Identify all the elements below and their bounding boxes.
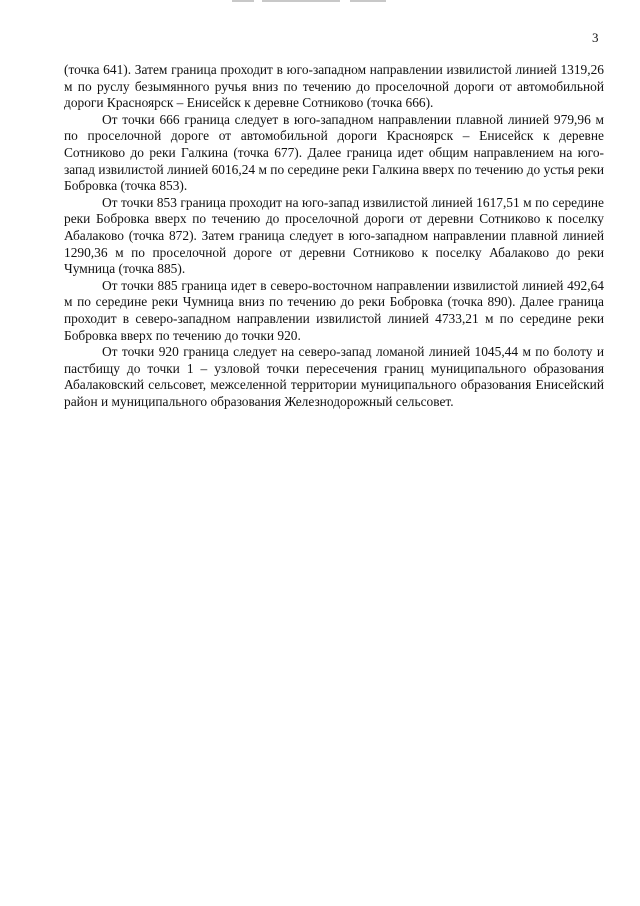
paragraph: От точки 885 граница идет в северо-восточном направлении извилистой линией 492,64 м по середине реки Чумница вниз по течению до реки Бобровка (точка 890). Далее граница проходит в северо-западном направлении извилистой линией 4733,21 м по середине реки Бобровка вверх по течению до точки 920. (64, 277, 604, 343)
document-body (64, 62, 604, 410)
scan-artifact-mark (232, 0, 254, 2)
scan-artifact-mark (350, 0, 386, 2)
paragraph-continuation: (точка 641). Затем граница проходит в юго-западном направлении извилистой линией 1319,26 м по руслу безымянного ручья вниз по течению до проселочной дороги от автомобильной дороги Красноярск – Енисейск к деревне Сотниково (точка 666). (64, 62, 604, 111)
page-number: 3 (592, 30, 599, 45)
paragraph: От точки 920 граница следует на северо-запад ломаной линией 1045,44 м по болоту и пастбищу до точки 1 – узловой точки пересечения границ муниципального образования Абалаковский сельсовет, межселенной территории муниципального образования Енисейский район и муниципального образования Железнодорожный сельсовет. (64, 344, 604, 409)
paragraph: От точки 666 граница следует в юго-западном направлении плавной линией 979,96 м по проселочной дороге от автомобильной дороги Красноярск – Енисейск к деревне Сотниково до реки Галкина (точка 677). Далее граница идет общим направлением на юго-запад извилистой линией 6016,24 м по середине реки Галкина вверх по течению до устья реки Бобровка (точка 853). (64, 111, 604, 194)
scan-artifact-mark (262, 0, 340, 2)
paragraph: От точки 853 граница проходит на юго-запад извилистой линией 1617,51 м по середине реки Бобровка вверх по течению до проселочной дороги от деревни Сотниково к поселку Абалаково (точка 872). Затем граница следует в юго-западном направлении плавной линией 1290,36 м по проселочной дороге от деревни Сотниково к поселку Абалаково до реки Чумница (точка 885). (64, 194, 604, 277)
